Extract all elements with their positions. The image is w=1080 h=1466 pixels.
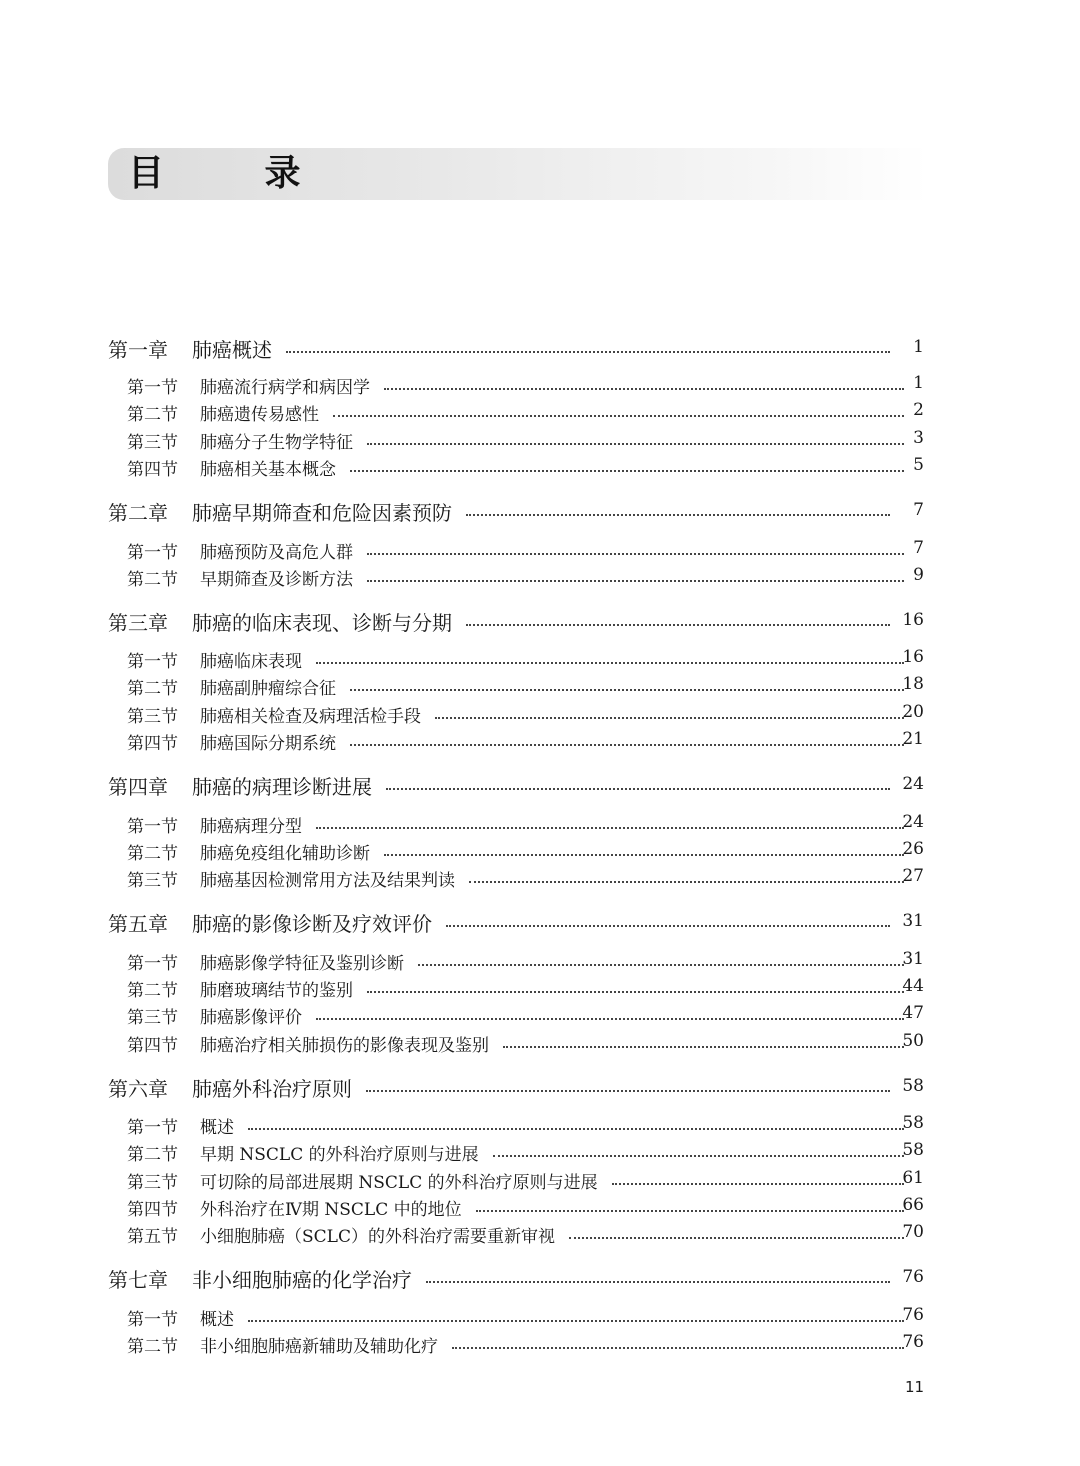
section-number: 第一节: [127, 1118, 178, 1138]
section-number: 第二节: [127, 1145, 178, 1165]
section-number: 第一节: [127, 954, 178, 974]
dot-leader: [316, 1018, 904, 1020]
section-number: 第二节: [127, 1337, 178, 1357]
section-number: 第三节: [127, 707, 178, 727]
chapter-number: 第六章: [108, 1077, 168, 1101]
chapter-number: 第二章: [108, 501, 168, 525]
section-title: 小细胞肺癌（SCLC）的外科治疗需要重新审视: [200, 1227, 555, 1247]
section-title: 肺癌影像评价: [200, 1008, 302, 1028]
page-reference: 44: [902, 976, 924, 996]
section-number: 第四节: [127, 734, 178, 754]
page-number: 11: [905, 1378, 925, 1396]
chapter-number: 第三章: [108, 611, 168, 635]
section-number: 第一节: [127, 1310, 178, 1330]
page-reference: 70: [902, 1222, 924, 1242]
section-title: 肺癌基因检测常用方法及结果判读: [200, 871, 455, 891]
dot-leader: [367, 580, 904, 582]
dot-leader: [350, 744, 904, 746]
page-reference: 58: [902, 1140, 924, 1160]
section-number: 第五节: [127, 1227, 178, 1247]
section-title: 肺癌相关检查及病理活检手段: [200, 707, 421, 727]
dot-leader: [384, 854, 904, 856]
dot-leader: [446, 925, 890, 927]
section-number: 第四节: [127, 1200, 178, 1220]
page-reference: 21: [902, 729, 924, 749]
page-title: 目 录: [128, 153, 345, 194]
section-number: 第三节: [127, 871, 178, 891]
section-number: 第四节: [127, 1036, 178, 1056]
section-title: 概述: [200, 1310, 234, 1330]
page-reference: 66: [902, 1195, 924, 1215]
section-title: 肺癌分子生物学特征: [200, 433, 353, 453]
section-title: 概述: [200, 1118, 234, 1138]
page-reference: 9: [913, 565, 924, 585]
section-number: 第四节: [127, 460, 178, 480]
page-reference: 2: [913, 400, 924, 420]
page-reference: 61: [902, 1168, 924, 1188]
dot-leader: [476, 1210, 904, 1212]
section-title: 肺癌病理分型: [200, 817, 302, 837]
section-number: 第二节: [127, 570, 178, 590]
section-title: 肺癌免疫组化辅助诊断: [200, 844, 370, 864]
page-reference: 31: [902, 911, 924, 931]
dot-leader: [426, 1281, 890, 1283]
dot-leader: [366, 1090, 890, 1092]
dot-leader: [367, 443, 904, 445]
dot-leader: [286, 351, 890, 353]
dot-leader: [350, 470, 904, 472]
section-title: 早期 NSCLC 的外科治疗原则与进展: [200, 1145, 479, 1165]
page-reference: 1: [913, 337, 924, 357]
page-reference: 76: [902, 1267, 924, 1287]
chapter-title: 肺癌的病理诊断进展: [192, 775, 372, 799]
dot-leader: [367, 553, 904, 555]
section-title: 肺癌国际分期系统: [200, 734, 336, 754]
page-reference: 20: [902, 702, 924, 722]
dot-leader: [367, 991, 904, 993]
dot-leader: [493, 1155, 904, 1157]
section-title: 外科治疗在Ⅳ期 NSCLC 中的地位: [200, 1200, 462, 1220]
title-banner: [108, 148, 928, 200]
dot-leader: [248, 1128, 904, 1130]
section-number: 第一节: [127, 378, 178, 398]
page-reference: 58: [902, 1076, 924, 1096]
dot-leader: [569, 1237, 904, 1239]
dot-leader: [333, 415, 904, 417]
section-title: 肺癌相关基本概念: [200, 460, 336, 480]
page-reference: 18: [902, 674, 924, 694]
chapter-title: 肺癌概述: [192, 338, 272, 362]
section-number: 第二节: [127, 405, 178, 425]
dot-leader: [503, 1046, 904, 1048]
section-title: 肺癌遗传易感性: [200, 405, 319, 425]
page-reference: 7: [913, 538, 924, 558]
chapter-number: 第一章: [108, 338, 168, 362]
chapter-number: 第四章: [108, 775, 168, 799]
page-reference: 27: [902, 866, 924, 886]
page-reference: 3: [913, 428, 924, 448]
dot-leader: [466, 624, 890, 626]
chapter-title: 肺癌的临床表现、诊断与分期: [192, 611, 452, 635]
chapter-number: 第五章: [108, 912, 168, 936]
page-reference: 76: [902, 1305, 924, 1325]
page-reference: 7: [913, 500, 924, 520]
page-reference: 58: [902, 1113, 924, 1133]
section-title: 肺磨玻璃结节的鉴别: [200, 981, 353, 1001]
section-number: 第三节: [127, 1173, 178, 1193]
section-number: 第一节: [127, 652, 178, 672]
dot-leader: [612, 1183, 904, 1185]
page-reference: 50: [902, 1031, 924, 1051]
chapter-title: 肺癌的影像诊断及疗效评价: [192, 912, 432, 936]
dot-leader: [466, 514, 890, 516]
page-reference: 26: [902, 839, 924, 859]
chapter-title: 肺癌外科治疗原则: [192, 1077, 352, 1101]
dot-leader: [316, 827, 904, 829]
section-title: 早期筛查及诊断方法: [200, 570, 353, 590]
section-number: 第二节: [127, 981, 178, 1001]
section-title: 肺癌副肿瘤综合征: [200, 679, 336, 699]
dot-leader: [248, 1320, 904, 1322]
section-title: 可切除的局部进展期 NSCLC 的外科治疗原则与进展: [200, 1173, 598, 1193]
dot-leader: [452, 1347, 904, 1349]
section-title: 肺癌预防及高危人群: [200, 543, 353, 563]
page-reference: 24: [902, 812, 924, 832]
dot-leader: [350, 689, 904, 691]
chapter-title: 肺癌早期筛查和危险因素预防: [192, 501, 452, 525]
section-title: 肺癌临床表现: [200, 652, 302, 672]
chapter-number: 第七章: [108, 1268, 168, 1292]
page-reference: 16: [902, 610, 924, 630]
dot-leader: [386, 788, 890, 790]
page-reference: 47: [902, 1003, 924, 1023]
section-number: 第三节: [127, 433, 178, 453]
section-title: 肺癌治疗相关肺损伤的影像表现及鉴别: [200, 1036, 489, 1056]
dot-leader: [384, 388, 904, 390]
chapter-title: 非小细胞肺癌的化学治疗: [192, 1268, 412, 1292]
page-reference: 5: [913, 455, 924, 475]
dot-leader: [435, 717, 904, 719]
page-reference: 24: [902, 774, 924, 794]
page-reference: 1: [913, 373, 924, 393]
section-number: 第三节: [127, 1008, 178, 1028]
page-reference: 31: [902, 949, 924, 969]
page-reference: 16: [902, 647, 924, 667]
dot-leader: [418, 964, 904, 966]
section-number: 第二节: [127, 679, 178, 699]
section-number: 第一节: [127, 543, 178, 563]
section-number: 第二节: [127, 844, 178, 864]
section-number: 第一节: [127, 817, 178, 837]
section-title: 非小细胞肺癌新辅助及辅助化疗: [200, 1337, 438, 1357]
dot-leader: [316, 662, 904, 664]
section-title: 肺癌影像学特征及鉴别诊断: [200, 954, 404, 974]
page-reference: 76: [902, 1332, 924, 1352]
dot-leader: [469, 881, 904, 883]
section-title: 肺癌流行病学和病因学: [200, 378, 370, 398]
